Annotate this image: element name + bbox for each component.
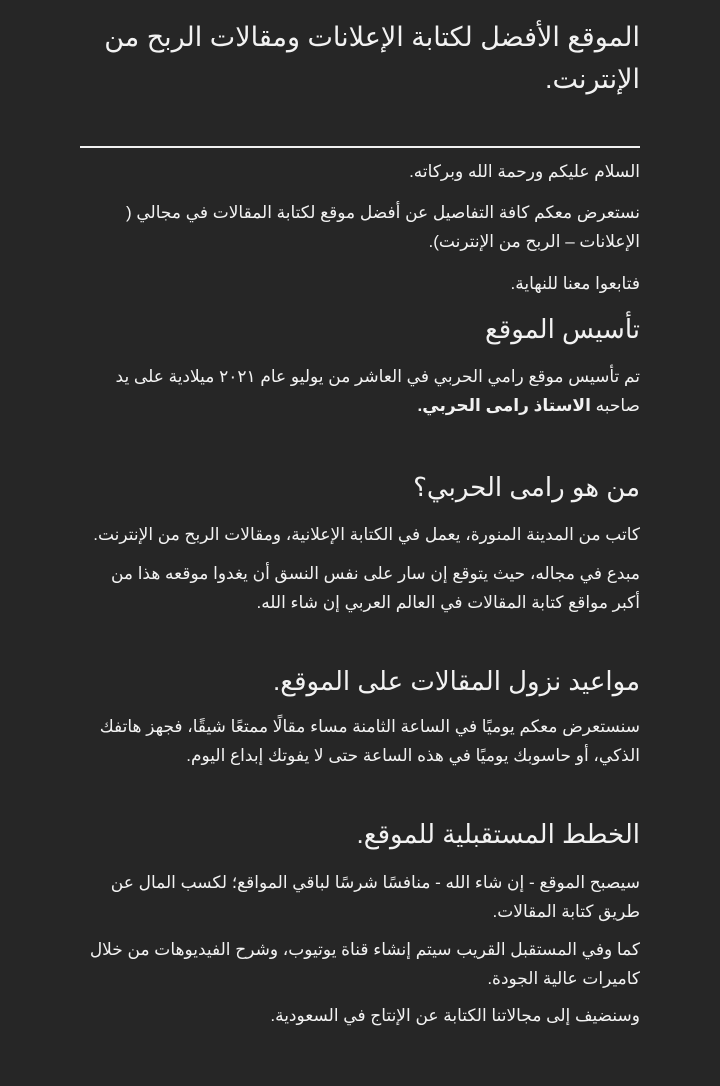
section-heading-founding: تأسيس الموقع bbox=[484, 314, 640, 344]
section-heading-future-plans: الخطط المستقبلية للموقع. bbox=[356, 819, 640, 849]
section-heading-schedule: مواعيد نزول المقالات على الموقع. bbox=[273, 666, 640, 696]
about-author-paragraph-1: كاتب من المدينة المنورة، يعمل في الكتابة الإعلانية، ومقالات الربح من الإنترنت. bbox=[93, 525, 640, 544]
page-title: الموقع الأفضل لكتابة الإعلانات ومقالات الربح من الإنترنت. bbox=[104, 22, 640, 94]
future-plans-paragraph-1: سيصبح الموقع - إن شاء الله - منافسًا شرسًا لباقي المواقع؛ لكسب المال عن طريق كتابة المقالات. bbox=[110, 873, 640, 921]
intro-follow: فتابعوا معنا للنهاية. bbox=[510, 274, 640, 293]
founding-paragraph bbox=[80, 362, 640, 420]
future-plans-paragraph-2: كما وفي المستقبل القريب سيتم إنشاء قناة يوتيوب، وشرح الفيديوهات من خلال كاميرات عالية الجودة. bbox=[89, 940, 640, 988]
about-author-paragraph-2: مبدع في مجاله، حيث يتوقع إن سار على نفس النسق أن يغدوا موقعه هذا من أكبر مواقع كتابة المقالات في العالم العربي إن شاء الله. bbox=[110, 564, 640, 612]
schedule-paragraph: سنستعرض معكم يوميًا في الساعة الثامنة مساء مقالًا ممتعًا شيقًا، فجهز هاتفك الذكي، أو حاسوبك يوميًا في هذه الساعة حتى لا يفوتك إبداع اليوم. bbox=[99, 717, 640, 765]
future-plans-paragraph-3: وسنضيف إلى مجالاتنا الكتابة عن الإنتاج في السعودية. bbox=[270, 1006, 640, 1025]
founder-name: الاستاذ رامى الحربي. bbox=[417, 396, 591, 415]
title-divider bbox=[80, 146, 640, 148]
intro-overview: نستعرض معكم كافة التفاصيل عن أفضل موقع لكتابة المقالات في مجالي ( الإعلانات – الربح من الإنترنت). bbox=[125, 203, 640, 251]
intro-greeting: السلام عليكم ورحمة الله وبركاته. bbox=[409, 162, 640, 181]
section-heading-about-author: من هو رامى الحربي؟ bbox=[413, 472, 640, 502]
founding-text: تم تأسيس موقع رامي الحربي في العاشر من يوليو عام ٢٠٢١ ميلادية على يد صاحبه bbox=[115, 367, 640, 415]
